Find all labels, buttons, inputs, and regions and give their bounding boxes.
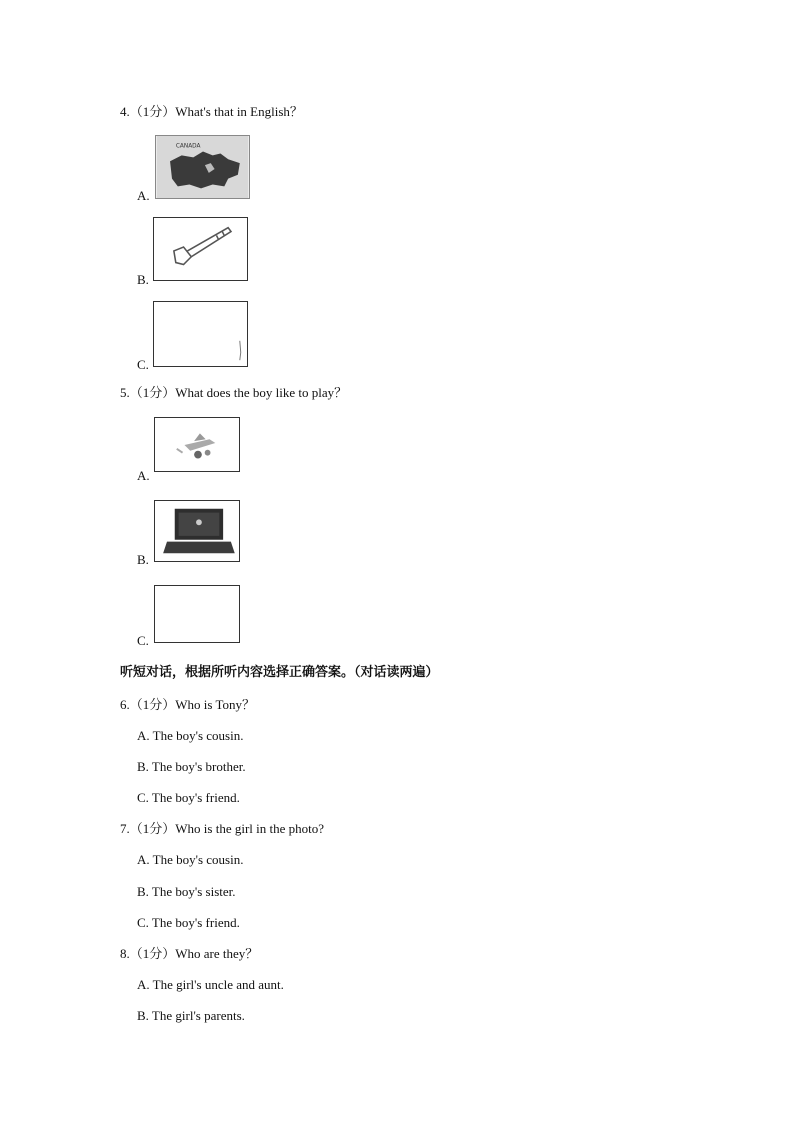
option-c[interactable]: C. The boy's friend. bbox=[137, 790, 240, 805]
option-label[interactable]: C. bbox=[137, 633, 149, 648]
question-number: 7 bbox=[120, 821, 127, 836]
question-text: What does the boy like to play？ bbox=[175, 385, 348, 400]
blank-picture-icon bbox=[155, 586, 239, 642]
question-text: Who are they？ bbox=[175, 946, 259, 961]
option-label[interactable]: B. bbox=[137, 272, 149, 287]
question-number: 4 bbox=[120, 104, 127, 119]
option-label[interactable]: A. bbox=[137, 468, 150, 483]
toy-plane-image[interactable] bbox=[154, 417, 240, 472]
question-8: 8.（1分）Who are they？ bbox=[120, 946, 259, 961]
option-b[interactable]: B. The girl's parents. bbox=[137, 1008, 245, 1023]
option-c[interactable]: C. The boy's friend. bbox=[137, 915, 240, 930]
question-score: （1分） bbox=[129, 104, 176, 119]
question-text: Who is Tony？ bbox=[175, 697, 256, 712]
question-text: Who is the girl in the photo? bbox=[175, 821, 325, 836]
map-label: CANADA bbox=[175, 143, 201, 150]
laptop-computer-image[interactable] bbox=[154, 500, 240, 562]
map-of-canada-image[interactable] bbox=[155, 135, 250, 199]
question-5: 5.（1分）What does the boy like to play？ bbox=[120, 385, 348, 400]
option-a[interactable]: A. The girl's uncle and aunt. bbox=[137, 977, 284, 992]
question-score: （1分） bbox=[129, 946, 176, 961]
question-score: （1分） bbox=[129, 385, 176, 400]
laptop-icon bbox=[155, 501, 239, 561]
section-heading: 听短对话，根据所听内容选择正确答案。（对话读两遍） bbox=[120, 665, 439, 680]
option-a[interactable]: A. The boy's cousin. bbox=[137, 728, 244, 743]
map-of-canada-icon bbox=[156, 136, 249, 198]
question-score: （1分） bbox=[129, 697, 176, 712]
key-image[interactable] bbox=[153, 217, 248, 281]
question-4: 4.（1分）What's that in English？ bbox=[120, 104, 303, 119]
option-b[interactable]: B. The boy's brother. bbox=[137, 759, 246, 774]
blank-picture-image[interactable] bbox=[154, 585, 240, 643]
option-a[interactable]: A. The boy's cousin. bbox=[137, 852, 244, 867]
key-icon bbox=[154, 218, 247, 280]
option-label[interactable]: A. bbox=[137, 188, 150, 203]
option-label[interactable]: B. bbox=[137, 552, 149, 567]
question-7: 7.（1分）Who is the girl in the photo? bbox=[120, 821, 325, 836]
option-b[interactable]: B. The boy's sister. bbox=[137, 884, 236, 899]
question-6: 6.（1分）Who is Tony？ bbox=[120, 697, 256, 712]
question-score: （1分） bbox=[129, 821, 176, 836]
blank-picture-icon bbox=[154, 302, 247, 366]
blank-picture-image[interactable] bbox=[153, 301, 248, 367]
question-text: What's that in English？ bbox=[175, 104, 303, 119]
question-number: 5 bbox=[120, 385, 127, 400]
option-label[interactable]: C. bbox=[137, 357, 149, 372]
toy-plane-icon bbox=[155, 418, 239, 471]
question-number: 6 bbox=[120, 697, 127, 712]
question-number: 8 bbox=[120, 946, 127, 961]
